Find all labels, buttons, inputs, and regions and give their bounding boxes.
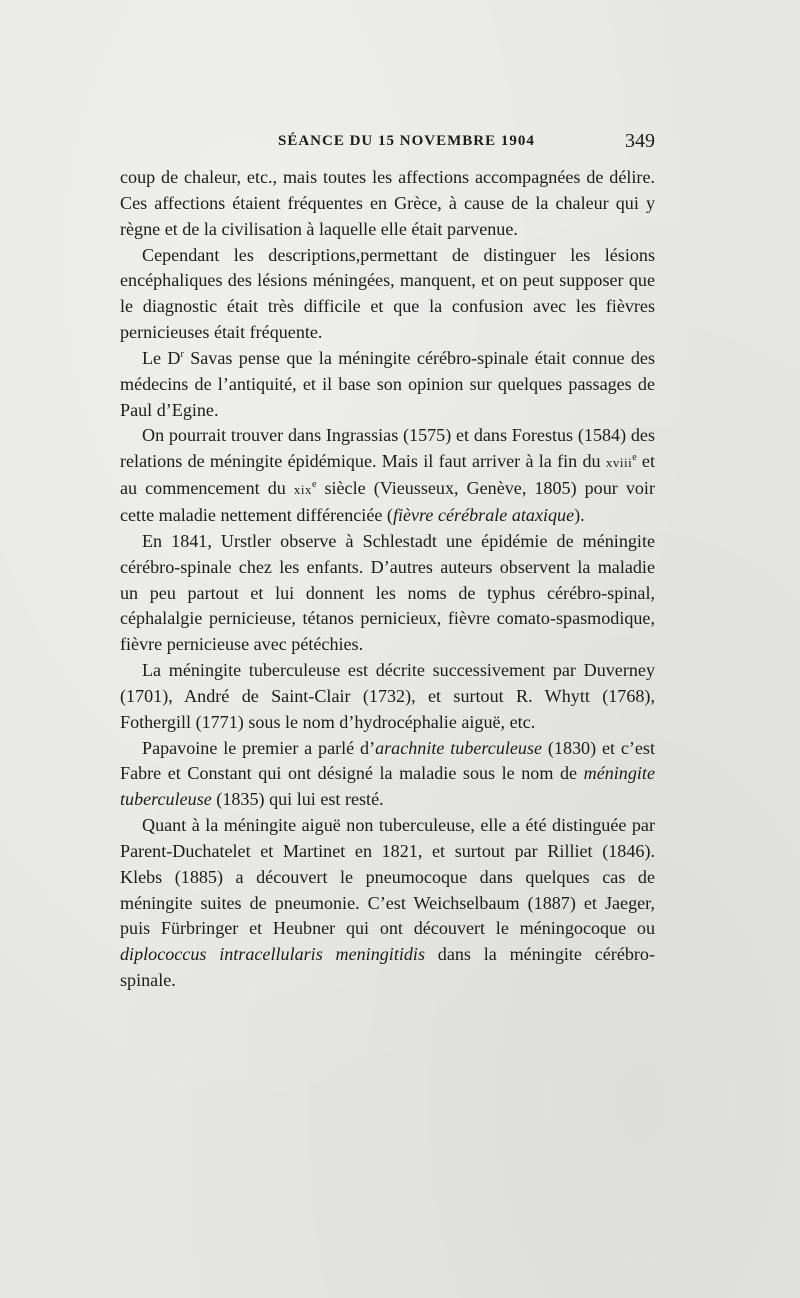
- paragraph-8-text-b: dans la méningite cérébro-spinale.: [120, 944, 655, 991]
- paragraph-4-text-c: siècle (Vieusseux, Genève, 1805) pour voir cette maladie nettement différenciée (: [120, 478, 655, 525]
- paragraph-2: Cependant les descriptions,permettant de distinguer les lésions encéphaliques des lésions méningées, manquent, et on peut supposer que le diagnostic était très difficile et que la confusion avec les fièvres pernicieuses était fréquente.: [120, 244, 655, 343]
- page-header: [120, 130, 655, 154]
- paragraph-8-text-a: Quant à la méningite aiguë non tuberculeuse, elle a été distinguée par Parent-Duchatelet et Martinet en 1821, et surtout par Rilliet (1846). Klebs (1885) a découvert le pneumocoque dans quelques cas de méningite suites de pneumonie. C’est Weichselbaum (1887) et Jaeger, puis Fürbringer et Heubner qui ont découvert le méningocoque ou: [120, 815, 655, 939]
- paragraph-4-text-a: On pourrait trouver dans Ingrassias (1575) et dans Forestus (1584) des relations de méningite épidémique. Mais il faut arriver à la fin du: [120, 425, 655, 472]
- century-19: xix: [293, 482, 312, 498]
- paragraph-4-text-d: ).: [574, 504, 585, 525]
- paragraph-3-text-b: Savas pense que la méningite cérébro-spinale était connue des médecins de l’antiquité, et il base son opinion sur quelques passages de Paul d’Egine.: [120, 347, 655, 420]
- running-title: SÉANCE DU 15 NOVEMBRE 1904: [278, 133, 535, 149]
- paragraph-7-text-c: (1835) qui lui est resté.: [211, 789, 384, 810]
- paragraph-6: La méningite tuberculeuse est décrite successivement par Duverney (1701), André de Saint-Clair (1732), et surtout R. Whytt (1768), Fothergill (1771) sous le nom d’hydrocéphalie aiguë, etc.: [120, 660, 655, 732]
- paragraph-7: [120, 736, 655, 814]
- century-18: xviii: [605, 455, 633, 471]
- paragraph-7-text-b: (1830) et c’est Fabre et Constant qui ont désigné la maladie sous le nom de: [120, 737, 655, 784]
- italic-term-meningite: méningite tuberculeuse: [120, 763, 655, 810]
- doctor-superscript: r: [180, 348, 184, 360]
- paragraph-3: [120, 346, 655, 424]
- italic-term-diplococcus: diplococcus intracellularis meningitidis: [120, 944, 425, 965]
- paragraph-1: coup de chaleur, etc., mais toutes les affections accompagnées de délire. Ces affections étaient fréquentes en Grèce, à cause de la chaleur qui y règne et de la civilisation à laquelle elle était parvenue.: [120, 167, 655, 239]
- paragraph-3-text-a: Le D: [142, 347, 181, 368]
- paragraph-8: [120, 813, 655, 994]
- paragraph-4: [120, 423, 655, 528]
- italic-term-fievre: fièvre cérébrale ataxique: [392, 504, 575, 525]
- page-number: 349: [625, 130, 655, 152]
- body-text: [120, 165, 655, 994]
- italic-term-arachnite: arachnite tuberculeuse: [375, 737, 543, 758]
- paragraph-5: En 1841, Urstler observe à Schlestadt une épidémie de méningite cérébro-spinale chez les enfants. D’autres auteurs observent la maladie un peu partout et lui donnent les noms de typhus cérébro-spinal, céphalalgie pernicieuse, tétanos pernicieux, fièvre comato-spasmodique, fièvre pernicieuse avec pétéchies.: [120, 530, 655, 655]
- paragraph-7-text-a: Papavoine le premier a parlé d’: [142, 737, 376, 758]
- century-18-superscript: e: [632, 452, 637, 464]
- century-19-superscript: e: [311, 479, 317, 491]
- paragraph-4-text-b: et au commencement du: [120, 451, 655, 499]
